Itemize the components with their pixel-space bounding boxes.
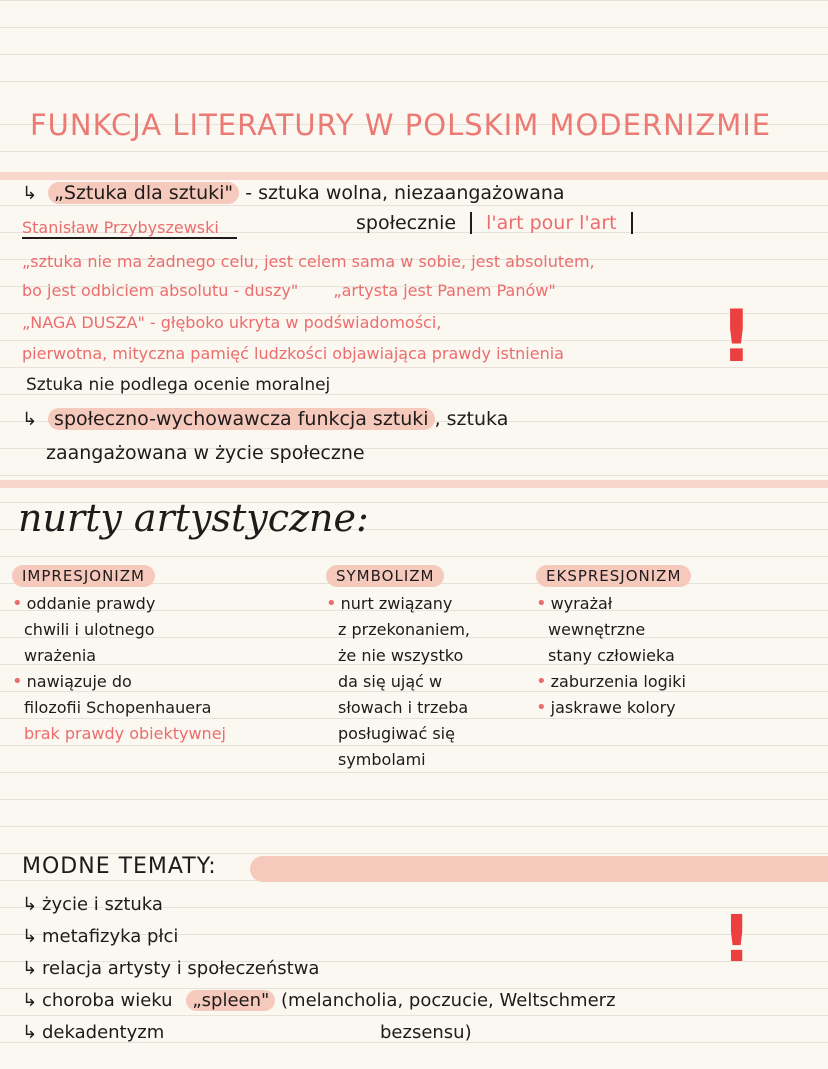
arrow-icon: ↳	[22, 409, 38, 430]
arrow-icon: ↳	[22, 183, 38, 204]
topic-item: ↳ metafizyka płci	[22, 926, 179, 947]
spleen: „spleen"	[186, 990, 275, 1011]
exclamation-icon: !	[720, 294, 753, 378]
arrow-icon: ↳	[22, 958, 38, 979]
social-line-1	[22, 408, 508, 430]
list-item: wrażenia	[24, 646, 97, 665]
social-engaged: , sztuka	[434, 408, 509, 430]
list-item: stany człowieka	[548, 646, 675, 665]
quote-artist: „artysta jest Panem Panów"	[333, 281, 556, 300]
quote-absolute: bo jest odbiciem absolutu - duszy"	[22, 281, 299, 300]
art-for-art-line	[22, 182, 565, 204]
quote-line-2	[22, 281, 556, 300]
arrow-icon: ↳	[22, 894, 38, 915]
topic-item: ↳ choroba wieku „spleen" (melancholia, poczucie, Weltschmerz	[22, 990, 616, 1011]
bullet-icon: •	[12, 593, 23, 614]
topic-item-continued: bezsensu)	[380, 1022, 472, 1043]
spleen-desc: (melancholia, poczucie, Weltschmerz	[281, 990, 616, 1011]
page-title: FUNKCJA LITERATURY W POLSKIM MODERNIZMIE	[30, 108, 772, 142]
list-item: • nurt związany	[326, 593, 453, 614]
art-for-art-desc-2	[356, 212, 633, 234]
arrow-icon: ↳	[22, 990, 38, 1011]
list-item: • oddanie prawdy	[12, 593, 156, 614]
social-line-2: zaangażowana w życie społeczne	[46, 442, 365, 464]
symbolizm-title: SYMBOLIZM	[326, 565, 444, 587]
list-item: z przekonaniem,	[338, 620, 470, 639]
bullet-icon: •	[536, 697, 547, 718]
ekspresjonizm-title: EKSPRESJONIZM	[536, 565, 691, 587]
motto: l'art pour l'art	[470, 212, 632, 234]
list-item: posługiwać się	[338, 724, 455, 743]
list-item: symbolami	[338, 750, 426, 769]
moral-note: Sztuka nie podlega ocenie moralnej	[26, 375, 331, 395]
author-name: Stanisław Przybyszewski	[22, 218, 237, 239]
impresjonizm-title: IMPRESJONIZM	[12, 565, 155, 587]
impresjonizm-column	[12, 566, 226, 747]
desc-socially: społecznie	[356, 212, 457, 234]
symbolizm-column	[326, 566, 470, 773]
arrow-icon: ↳	[22, 1022, 38, 1043]
topic-item: ↳ życie i sztuka	[22, 894, 163, 915]
bullet-icon: •	[536, 593, 547, 614]
bullet-icon: •	[12, 671, 23, 692]
bullet-icon: •	[326, 593, 337, 614]
quote-line-1: „sztuka nie ma żadnego celu, jest celem sama w sobie, jest absolutem,	[22, 252, 595, 271]
trends-heading: nurty artystyczne:	[18, 496, 369, 540]
list-item: że nie wszystko	[338, 646, 464, 665]
exclamation-icon: !	[722, 903, 752, 977]
list-item: • zaburzenia logiki	[536, 671, 686, 692]
list-item: wewnętrzne	[548, 620, 646, 639]
social-function: społeczno-wychowawcza funkcja sztuki	[48, 408, 435, 430]
list-item: • wyrażał	[536, 593, 613, 614]
topics-heading: MODNE TEMATY:	[22, 854, 217, 879]
list-item: da się ująć w	[338, 672, 443, 691]
list-item: słowach i trzeba	[338, 698, 469, 717]
quote-line-4: pierwotna, mityczna pamięć ludzkości objawiająca prawdy istnienia	[22, 344, 564, 363]
art-for-art-desc: - sztuka wolna, niezaangażowana	[245, 182, 565, 204]
quote-line-3: „NAGA DUSZA" - głęboko ukryta w podświadomości,	[22, 313, 442, 332]
arrow-icon: ↳	[22, 926, 38, 947]
divider	[0, 172, 828, 180]
art-for-art-heading: „Sztuka dla sztuki"	[48, 182, 239, 204]
topics-highlight-bar	[250, 856, 828, 882]
bullet-icon: •	[536, 671, 547, 692]
list-item: • jaskrawe kolory	[536, 697, 676, 718]
list-item: • nawiązuje do	[12, 671, 132, 692]
ekspresjonizm-column	[536, 566, 691, 721]
list-item: brak prawdy obiektywnej	[24, 724, 226, 743]
topic-item: ↳ dekadentyzm	[22, 1022, 165, 1043]
list-item: filozofii Schopenhauera	[24, 698, 212, 717]
topic-item: ↳ relacja artysty i społeczeństwa	[22, 958, 320, 979]
divider	[0, 480, 828, 488]
list-item: chwili i ulotnego	[24, 620, 155, 639]
